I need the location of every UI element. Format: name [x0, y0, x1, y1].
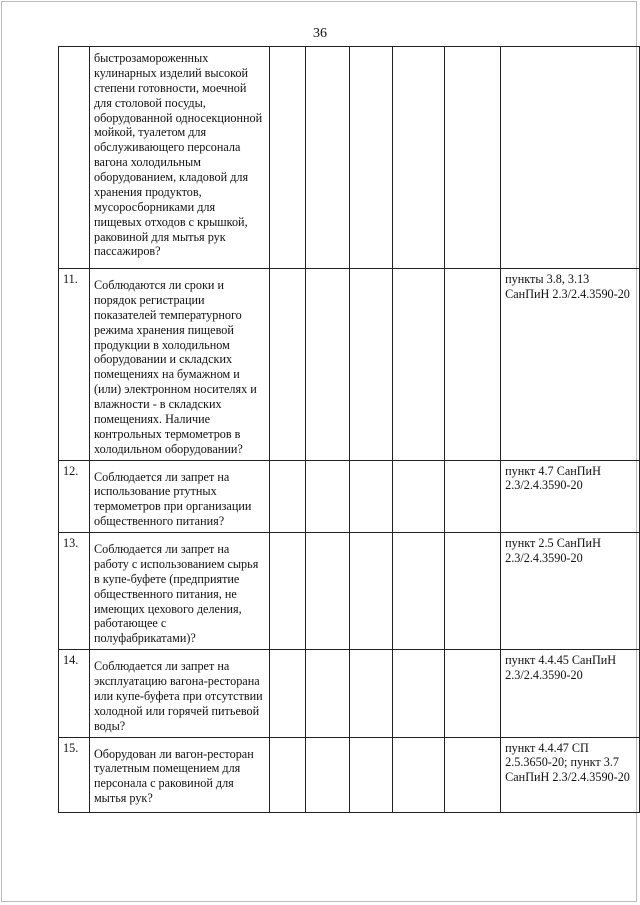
question-text: Соблюдается ли запрет на работу с использованием сырья в купе-буфете (предприятие общественного питания, не имеющих цехового деления, работающее с полуфабрикатами)?: [93, 542, 259, 646]
answer-cell-extra: [445, 737, 501, 812]
question-cell: [89, 47, 269, 269]
question-text: Соблюдаются ли сроки и порядок регистрации показателей температурного режима хранения пищевой продукции в холодильном оборудовании и складских помещениях на бумажном и (или) электронном носителях и влажности - в складских помещениях. Наличие контрольных термометров в холодильном оборудовании?: [93, 278, 257, 456]
answer-cell-yes: [269, 650, 305, 737]
row-number: [59, 47, 90, 269]
reference-cell: пункты 3.8, 3.13 СанПиН 2.3/2.4.3590-20: [501, 269, 640, 461]
answer-cell-na: [349, 269, 393, 461]
checklist-table: [58, 46, 640, 813]
answer-cell-note: [393, 737, 445, 812]
table-row: [59, 533, 640, 650]
question-cell: [89, 533, 269, 650]
table-row: [59, 47, 640, 269]
question-cell: [89, 737, 269, 812]
question-text: Оборудован ли вагон-ресторан туалетным помещением для персонала с раковиной для мытья рук?: [93, 746, 254, 806]
row-number: 14.: [59, 650, 90, 737]
reference-cell: [501, 47, 640, 269]
answer-cell-na: [349, 737, 393, 812]
answer-cell-extra: [445, 650, 501, 737]
answer-cell-yes: [269, 47, 305, 269]
answer-cell-note: [393, 533, 445, 650]
answer-cell-no: [305, 47, 349, 269]
answer-cell-yes: [269, 533, 305, 650]
reference-cell: пункт 4.7 СанПиН 2.3/2.4.3590-20: [501, 460, 640, 533]
question-cell: [89, 650, 269, 737]
answer-cell-no: [305, 269, 349, 461]
reference-cell: пункт 4.4.45 СанПиН 2.3/2.4.3590-20: [501, 650, 640, 737]
answer-cell-no: [305, 460, 349, 533]
reference-cell: пункт 4.4.47 СП 2.5.3650-20; пункт 3.7 СанПиН 2.3/2.4.3590-20: [501, 737, 640, 812]
answer-cell-no: [305, 533, 349, 650]
answer-cell-yes: [269, 737, 305, 812]
answer-cell-no: [305, 650, 349, 737]
answer-cell-na: [349, 533, 393, 650]
question-cell: [89, 269, 269, 461]
table-row: [59, 650, 640, 737]
answer-cell-no: [305, 737, 349, 812]
question-cell: [89, 460, 269, 533]
question-text: быстрозамороженных кулинарных изделий высокой степени готовности, моечной для столовой посуды, оборудованной односекционной мойкой, туалетом для обслуживающего персонала вагона холодильным оборудованием, кладовой для хранения продуктов, мусоросборниками для пищевых отходов с крышкой, раковиной для мытья рук пассажиров?: [93, 51, 263, 259]
reference-cell: пункт 2.5 СанПиН 2.3/2.4.3590-20: [501, 533, 640, 650]
table-row: [59, 737, 640, 812]
answer-cell-extra: [445, 47, 501, 269]
answer-cell-extra: [445, 460, 501, 533]
page-number: 36: [313, 26, 327, 41]
row-number: 15.: [59, 737, 90, 812]
row-number: 11.: [59, 269, 90, 461]
answer-cell-note: [393, 269, 445, 461]
answer-cell-na: [349, 47, 393, 269]
table-row: [59, 460, 640, 533]
row-number: 12.: [59, 460, 90, 533]
answer-cell-yes: [269, 269, 305, 461]
question-text: Соблюдается ли запрет на эксплуатацию вагона-ресторана или купе-буфета при отсутствии холодной или горячей питьевой воды?: [93, 659, 263, 733]
answer-cell-na: [349, 460, 393, 533]
question-text: Соблюдается ли запрет на использование ртутных термометров при организации общественного питания?: [93, 469, 252, 529]
answer-cell-note: [393, 650, 445, 737]
row-number: 13.: [59, 533, 90, 650]
table-row: [59, 269, 640, 461]
answer-cell-extra: [445, 269, 501, 461]
answer-cell-note: [393, 460, 445, 533]
answer-cell-na: [349, 650, 393, 737]
answer-cell-note: [393, 47, 445, 269]
answer-cell-yes: [269, 460, 305, 533]
answer-cell-extra: [445, 533, 501, 650]
